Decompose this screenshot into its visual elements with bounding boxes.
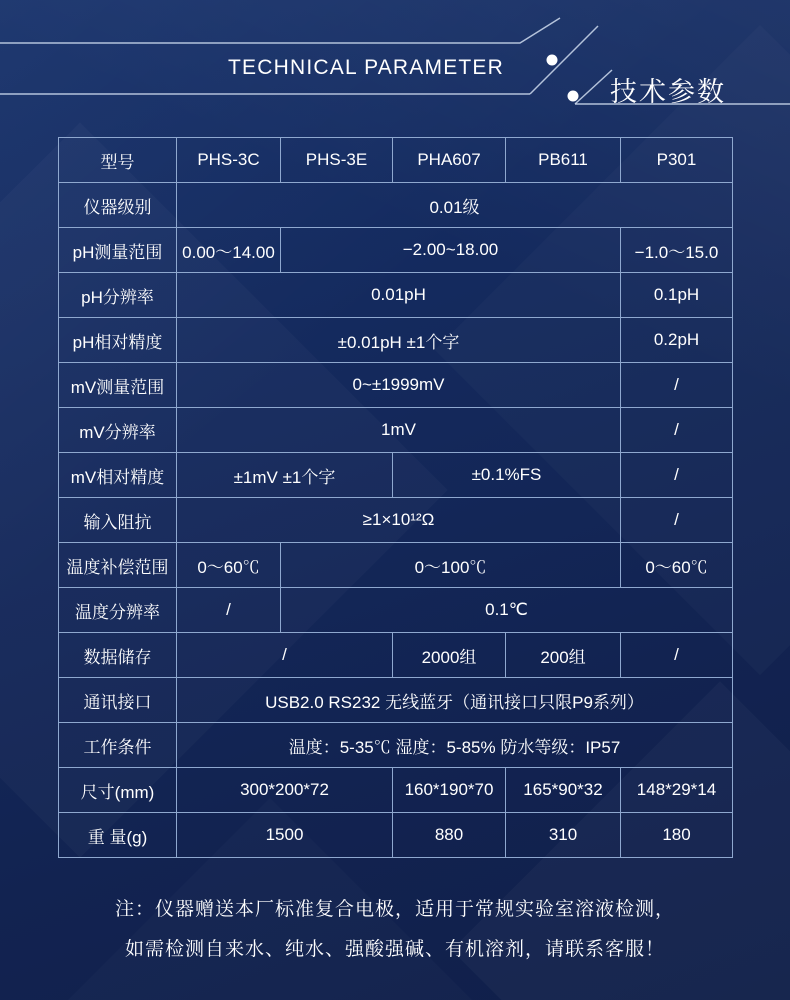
table-cell: −2.00~18.00 <box>281 228 621 273</box>
table-cell: 1500 <box>177 813 393 858</box>
table-row <box>59 453 733 498</box>
footer-note-line-2: 如需检测自来水、纯水、强酸强碱、有机溶剂，请联系客服！ <box>124 939 665 960</box>
table-header-cell: P301 <box>621 138 733 183</box>
table-row-label: 数据储存 <box>59 633 177 678</box>
table-cell: 0.1℃ <box>281 588 733 633</box>
table-cell: 200组 <box>506 633 621 678</box>
spec-table <box>58 137 733 858</box>
footer-note <box>0 890 790 970</box>
table-cell: USB2.0 RS232 无线蓝牙（通讯接口只限P9系列） <box>177 678 733 723</box>
table-cell: 0.2pH <box>621 318 733 363</box>
table-header-cell: PB611 <box>506 138 621 183</box>
table-row <box>59 408 733 453</box>
table-row <box>59 498 733 543</box>
table-row-label: pH相对精度 <box>59 318 177 363</box>
table-cell: / <box>621 498 733 543</box>
table-cell: / <box>177 588 281 633</box>
table-cell: / <box>621 363 733 408</box>
table-cell: 0.00～14.00 <box>177 228 281 273</box>
table-cell: ±1mV ±1个字 <box>177 453 393 498</box>
table-row-label: 输入阻抗 <box>59 498 177 543</box>
table-cell: / <box>621 453 733 498</box>
table-cell: 165*90*32 <box>506 768 621 813</box>
table-cell: 0～60℃ <box>621 543 733 588</box>
table-row-label: mV分辨率 <box>59 408 177 453</box>
table-cell: ±0.1%FS <box>393 453 621 498</box>
table-row-label: mV测量范围 <box>59 363 177 408</box>
table-row-label: pH测量范围 <box>59 228 177 273</box>
table-cell: / <box>177 633 393 678</box>
table-cell: ≥1×10¹²Ω <box>177 498 621 543</box>
table-row <box>59 813 733 858</box>
table-row-label: 通讯接口 <box>59 678 177 723</box>
header-title-english: TECHNICAL PARAMETER <box>228 56 504 79</box>
table-row <box>59 543 733 588</box>
table-cell: −1.0～15.0 <box>621 228 733 273</box>
table-cell: 300*200*72 <box>177 768 393 813</box>
spec-table-container <box>58 137 732 858</box>
table-row-label: 温度分辨率 <box>59 588 177 633</box>
table-header-cell: PHS-3E <box>281 138 393 183</box>
table-header-cell: 型号 <box>59 138 177 183</box>
table-cell: 0.01pH <box>177 273 621 318</box>
table-row <box>59 183 733 228</box>
table-row <box>59 273 733 318</box>
table-row <box>59 318 733 363</box>
table-header-cell: PHS-3C <box>177 138 281 183</box>
table-cell: 148*29*14 <box>621 768 733 813</box>
table-cell: / <box>621 633 733 678</box>
table-row-label: 工作条件 <box>59 723 177 768</box>
table-cell: 310 <box>506 813 621 858</box>
table-row <box>59 768 733 813</box>
table-row-label: mV相对精度 <box>59 453 177 498</box>
table-cell: 2000组 <box>393 633 506 678</box>
table-cell: 180 <box>621 813 733 858</box>
table-cell: 880 <box>393 813 506 858</box>
table-cell: 1mV <box>177 408 621 453</box>
table-cell: 0.1pH <box>621 273 733 318</box>
table-cell: 0.01级 <box>177 183 733 228</box>
table-row <box>59 678 733 723</box>
table-header-row <box>59 138 733 183</box>
table-row <box>59 723 733 768</box>
table-row <box>59 588 733 633</box>
table-cell: 160*190*70 <box>393 768 506 813</box>
table-cell: 温度：5-35℃ 湿度：5-85% 防水等级：IP57 <box>177 723 733 768</box>
header-title-chinese: 技术参数 <box>610 77 726 107</box>
table-row <box>59 633 733 678</box>
table-header-cell: PHA607 <box>393 138 506 183</box>
table-cell: 0～100℃ <box>281 543 621 588</box>
table-cell: 0～60℃ <box>177 543 281 588</box>
table-cell: / <box>621 408 733 453</box>
page-header <box>0 0 790 120</box>
table-cell: 0~±1999mV <box>177 363 621 408</box>
footer-note-line-1: 注：仪器赠送本厂标准复合电极，适用于常规实验室溶液检测， <box>114 899 675 920</box>
table-row <box>59 228 733 273</box>
table-row-label: pH分辨率 <box>59 273 177 318</box>
table-cell: ±0.01pH ±1个字 <box>177 318 621 363</box>
table-row-label: 仪器级别 <box>59 183 177 228</box>
table-row-label: 尺寸(mm) <box>59 768 177 813</box>
table-row-label: 重 量(g) <box>59 813 177 858</box>
table-row-label: 温度补偿范围 <box>59 543 177 588</box>
table-row <box>59 363 733 408</box>
